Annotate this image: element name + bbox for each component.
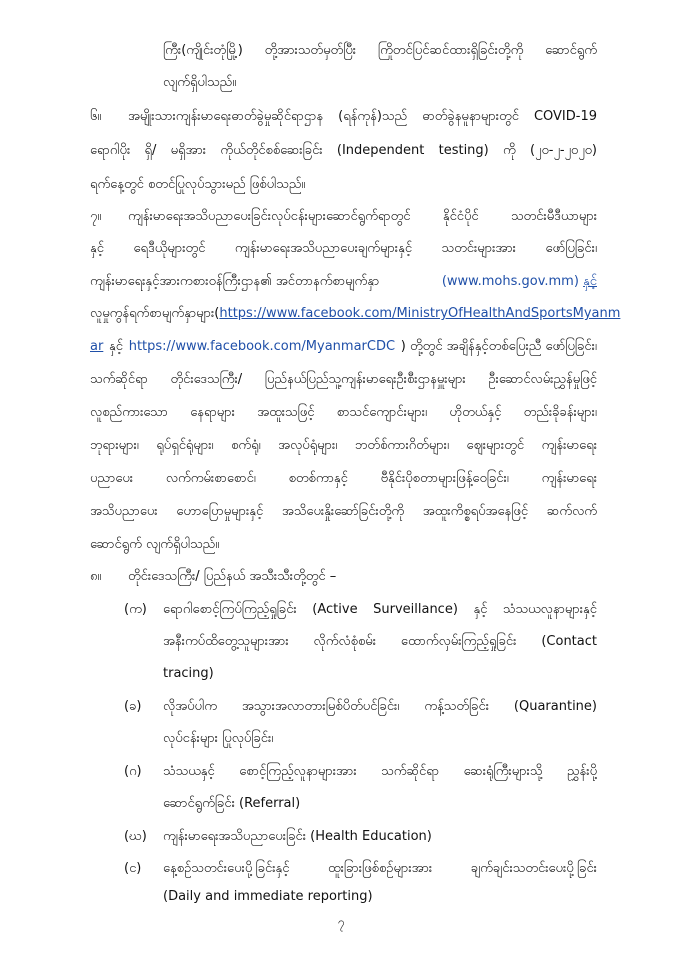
paragraph-line [90,305,620,323]
page-number: ၇ [338,915,345,929]
list-item-label: (က) [124,602,147,617]
paragraph-line: အသိပညာပေး ဟောပြောမှုများနှင့် အသိပေးနှိုးဆော်ခြင်းတို့ကို အထူးကိစ္စရပ်အနေဖြင့် ဆက်လက် [90,504,597,519]
list-item-line: (Daily and immediate reporting) [163,889,373,904]
list-item-label: (င) [124,861,142,876]
intro-line: ကြီး(ကျိုင်းတုံမြို့) တို့အားသတ်မှတ်ပြီး ကြိုတင်ပြင်ဆင်ထားရှိခြင်းတို့ကို ဆောင်ရွက် [163,43,597,58]
paragraph-line: ဆောင်ရွက် လျက်ရှိပါသည်။ [90,537,220,552]
paragraph-line: တိုင်းဒေသကြီး/ ပြည်နယ် အသီးသီးတို့တွင် – [128,569,337,584]
list-item-line: နေ့စဉ်သတင်းပေးပို့ခြင်းနှင့် ထူးခြားဖြစ်စဉ်များအား ချက်ချင်းသတင်းပေးပို့ခြင်း [163,861,597,876]
intro-line: လျက်ရှိပါသည်။ [163,75,237,90]
list-item-line: အနီးကပ်ထိတွေ့သူများအား လိုက်လံစုံစမ်း ထောက်လှမ်းကြည့်ရှုခြင်း (Contact [163,634,597,649]
list-item-line: ကျန်းမာရေးအသိပညာပေးခြင်း (Health Education) [163,829,432,844]
line-text: လူမှုကွန်ရက်စာမျက်နှာများ( [90,306,220,321]
list-item-label: (ခ) [124,699,142,714]
list-item-line: သံသယနှင့် စောင့်ကြည့်လူနာများအား သက်ဆိုင်ရာ ဆေးရုံကြီးများသို့ ညွှန်းပို့ [163,764,597,779]
paragraph-line: သက်ဆိုင်ရာ တိုင်းဒေသကြီး/ ပြည်နယ်ပြည်သူ့ကျန်းမာရေးဦးစီးဌာနမှူးများ ဦးဆောင်လမ်းညွှန်မှုဖြင့် [90,372,597,387]
line-text: နှင့် [109,339,123,354]
list-item-line: လုပ်ငန်းများ ပြုလုပ်ခြင်း၊ [163,731,274,746]
list-item-line: ရောဂါစောင့်ကြပ်ကြည့်ရှုခြင်း (Active Surveillance) နှင့် သံသယလူနာများနှင့် [163,602,597,617]
paragraph-line: နှင့် ရေဒီယိုများတွင် ကျန်းမာရေးအသိပညာပေးချက်များနှင့် သတင်းများအား ဖော်ပြခြင်း၊ [90,241,597,256]
paragraph-line [90,273,597,291]
paragraph-number: ၆။ [90,109,102,124]
list-item-line: လိုအပ်ပါက အသွားအလာတားမြစ်ပိတ်ပင်ခြင်း၊ ကန့်သတ်ခြင်း (Quarantine) [163,699,597,714]
paragraph-number: ၈။ [90,569,102,584]
paragraph-line: အမျိုးသားကျန်းမာရေးဓာတ်ခွဲမှုဆိုင်ရာဌာန (ရန်ကုန်)သည် ဓာတ်ခွဲနမူနာများတွင် COVID-19 [128,109,597,124]
paragraph-line [90,338,597,356]
list-item-line: ဆောင်ရွက်ခြင်း (Referral) [163,796,301,811]
paragraph-line: လူစည်ကားသော နေရာများ အထူးသဖြင့် စာသင်ကျောင်းများ၊ ဟိုတယ်နှင့် တည်းခိုခန်းများ၊ [90,405,597,420]
facebook-moh-link[interactable]: https://www.facebook.com/MinistryOfHealthAndSportsMyanm [219,306,621,321]
facebook-cdc-link[interactable]: https://www.facebook.com/MyanmarCDC [128,339,396,354]
list-item-line: tracing) [163,666,214,681]
paragraph-line: ပညာပေး လက်ကမ်းစာစောင်၊ စတစ်ကာနှင့် ဗီနိုင်းပိုစတာများဖြန့်ဝေခြင်း၊ ကျန်းမာရေး [90,471,597,486]
website-link[interactable]: (www.mohs.gov.mm) [441,274,579,289]
list-item-label: (ဂ) [124,764,142,779]
line-text: ကျန်းမာရေးနှင့်အားကစားဝန်ကြီးဌာန၏ အင်တာနက်စာမျက်နှာ [90,274,380,289]
line-text: နှင့် [583,274,597,289]
line-text: ) တို့တွင် အချိန်နှင့်တစ်ပြေးညီ ဖော်ပြခြင်း၊ [400,339,597,354]
list-item-label: (ဃ) [124,829,147,844]
paragraph-line: ရောဂါပိုး ရှိ/ မရှိအား ကိုယ်တိုင်စစ်ဆေးခြင်း (Independent testing) ကို (၂၀-၂-၂၀၂၀) [90,143,597,158]
paragraph-line: ဘုရားများ၊ ရုပ်ရှင်ရုံများ၊ စက်ရုံ၊ အလုပ်ရုံများ၊ ဘတ်စ်ကားဂိတ်များ၊ ဈေးများတွင် ကျန်းမာရေး [90,438,597,453]
paragraph-line: ကျန်းမာရေးအသိပညာပေးခြင်းလုပ်ငန်းများဆောင်ရွက်ရာတွင် နိုင်ငံပိုင် သတင်းမီဒီယာများ [128,209,597,224]
paragraph-line: ရက်နေ့တွင် စတင်ပြုလုပ်သွားမည် ဖြစ်ပါသည်။ [90,177,306,192]
facebook-moh-link-continued[interactable]: ar [90,339,104,354]
paragraph-number: ၇။ [90,209,102,224]
